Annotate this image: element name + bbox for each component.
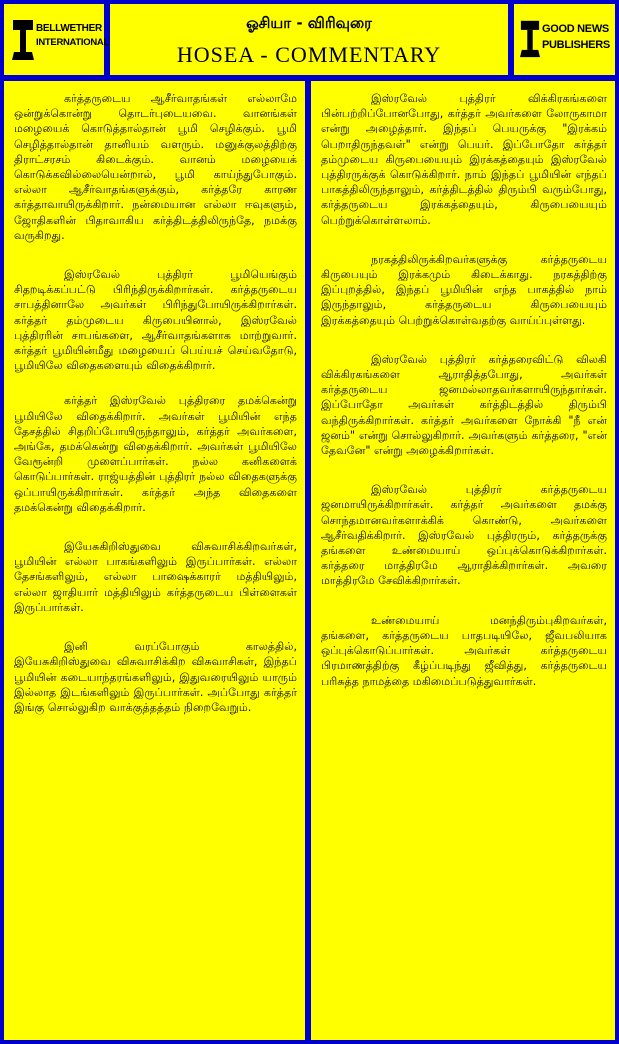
- paragraph: இஸ்ரவேல் புத்திரர் கர்த்தருடைய ஜனமாயிருக்கிறார்கள். கர்த்தர் அவர்களை தமக்கு சொந்தமானவர்களாக்கிக் கொண்டு, அவர்களை ஆசீர்வதிக்கிறார். இஸ்ரவேல் புத்திரரும், கர்த்தருக்கு தங்களை உண்மையாய் ஒப்புக்கொடுக்கிறார்கள். கர்த்தரை மாத்திரமே ஆராதிக்கிறார்கள். அவரை மாத்திரமே சேவிக்கிறார்கள்.: [321, 483, 607, 588]
- paragraph: கர்த்தர் இஸ்ரவேல் புத்திரரை தமக்கென்று பூமியிலே விதைக்கிறார். அவர்கள் பூமியின் எந்த தேசத்தில் சிதறிப்போயிருந்தாலும், கர்த்தர் அவர்களை, அங்கே, தமக்கென்று விதைக்கிறார். அவர்கள் பூமியிலே வேரூன்றி முளைப்பார்கள். நல்ல கனிகளைக் கொடுப்பார்கள். ராஜ்யத்தின் புத்திரர் நல்ல விதைகளுக்கு ஒப்பாயிருக்கிறார்கள். கர்த்தர் அந்த விதைகளை தமக்கென்று விதைக்கிறார்.: [14, 394, 297, 514]
- hammer-icon: [12, 18, 34, 62]
- page-header: [110, 4, 508, 75]
- logo-text-line2: INTERNATIONAL: [36, 37, 109, 48]
- paragraph: கர்த்தருடைய ஆசீர்வாதங்கள் எல்லாமே ஒன்றுக்கொன்று தொடர்புடையவை. வானங்கள் மழையைக் கொடுத்தால்தான் பூமி செழிக்கும். பூமி செழித்தால்தான் தானியம் வளரும். மனுக்குலத்திற்கு திராட்சரசம் கிடைக்கும். வானம் மழையைக் கொடுக்கவில்லையென்றால், பூமி காய்ந்துபோகும். எல்லா ஆசீர்வாதங்களுக்கும், கர்த்தரே காரண கர்த்தாவாயிருக்கிறார். நன்மையான எல்லா ஈவுகளும், ஜோதிகளின் பிதாவாகிய கர்த்திடத்திலிருந்தே, நமக்கு வருகிறது.: [14, 92, 297, 242]
- commentary-column-left: [4, 81, 305, 1040]
- paragraph: இஸ்ரவேல் புத்திரர் கர்த்தரைவிட்டு விலகி விக்கிரகங்களை ஆராதித்தபோது, அவர்கள் கர்த்தருடைய ஜனமல்லாதவர்களாயிருந்தார்கள். இப்போதோ அவர்கள் கர்த்திடத்தில் திரும்பி வந்திருக்கிறார்கள். கர்த்தர் அவர்களை நோக்கி "நீ என் ஜனம்" என்று சொல்லுகிறார். அவர்களும் கர்த்தரை, "என் தேவனே" என்று அழைக்கிறார்கள்.: [321, 352, 607, 458]
- paragraph: உண்மையாய் மனந்திரும்புகிறவர்கள், தங்களை, கர்த்தருடைய பாதபடியிலே, ஜீவபலியாக ஒப்புக்கொடுப்பார்கள். அவர்கள் கர்த்தருடைய பிரமாணத்திற்கு கீழ்ப்படிந்து ஜீவித்து, கர்த்தருடைய பரிசுத்த நாமத்தை மகிமைப்படுத்துவார்கள்.: [321, 613, 607, 688]
- commentary-column-right: [311, 81, 615, 1040]
- page-title-tamil: ஓசியா - விரிவுரை: [246, 14, 372, 32]
- logo-text-line1: GOOD NEWS: [542, 23, 609, 35]
- paragraph: இயேசுகிறிஸ்துவை விசுவாசிக்கிறவர்கள், பூமியின் எல்லா பாகங்களிலும் இருப்பார்கள். எல்லா தேசங்களிலும், எல்லா பாஷைக்காரர் மத்தியிலும், எல்லா ஜாதியார் மத்தியிலும் கர்த்தருடைய பிள்ளைகள் இருப்பார்கள்.: [14, 540, 297, 614]
- bellwether-logo: [4, 4, 109, 75]
- logo-text-line2: PUBLISHERS: [542, 39, 610, 51]
- good-news-logo: [514, 4, 615, 75]
- paragraph: இஸ்ரவேல் புத்திரர் விக்கிரகங்களை பின்பற்றிப்போனபோது, கர்த்தர் அவர்களை லோருகாமா என்று அழைத்தார். இந்தப் பெயருக்கு "இரக்கம் பெறாதிருந்தவள்" என்று பெயர். இப்போதோ கர்த்தர் தம்முடைய கிருபையையும் இரக்கத்தையும் இஸ்ரவேல் புத்திரருக்குக் கொடுக்கிறார். நாம் இந்தப் பூமியின் எந்தப் பாகத்திலிருந்தாலும், கர்த்திடத்தில் திரும்பி வரும்போது, கர்த்தருடைய இரக்கத்தையும், கிருபையையும் பெற்றுக்கொள்ளலாம்.: [321, 92, 607, 227]
- logo-text-line1: BELLWETHER: [36, 23, 102, 34]
- page-title: HOSEA - COMMENTARY: [176, 42, 442, 67]
- hammer-icon: [520, 18, 540, 60]
- paragraph: இனி வரப்போகும் காலத்தில், இயேசுகிறிஸ்துவை விசுவாசிக்கிற விசுவாசிகள், இந்தப் பூமியின் கடையாந்தரங்களிலும், இதுவரையிலும் யாரும் இல்லாத இடங்களிலும் இருப்பார்கள். அப்போது கர்த்தர் இங்கு சொல்லுகிற வாக்குத்தத்தம் நிறைவேறும்.: [14, 640, 297, 714]
- paragraph: இஸ்ரவேல் புத்திரர் பூமியெங்கும் சிதறடிக்கப்பட்டு பிரிந்திருக்கிறார்கள். கர்த்தருடைய சாபத்தினாலே அவர்கள் பிரிந்துபோயிருக்கிறார்கள். கர்த்தர் தம்முடைய கிருபையினால், இஸ்ரவேல் புத்திரரின் சாபங்களை, ஆசீர்வாதங்களாக மாற்றுவார். கர்த்தர் பூமியின்மீது மழையைப் பெய்யச் செய்வதோடு, பூமியிலே விதைகளையும் விதைக்கிறார்.: [14, 268, 297, 373]
- paragraph: நரகத்திலிருக்கிறவர்களுக்கு கர்த்தருடைய கிருபையும் இரக்கமும் கிடைக்காது. நரகத்திற்கு இப்புறத்தில், இந்தப் பூமியின் எந்த பாகத்தில் நாம் இருந்தாலும், கர்த்தருடைய கிருபையையும் இரக்கத்தையும் பெற்றுக்கொள்வதற்கு வாய்ப்புள்ளது.: [321, 252, 607, 327]
